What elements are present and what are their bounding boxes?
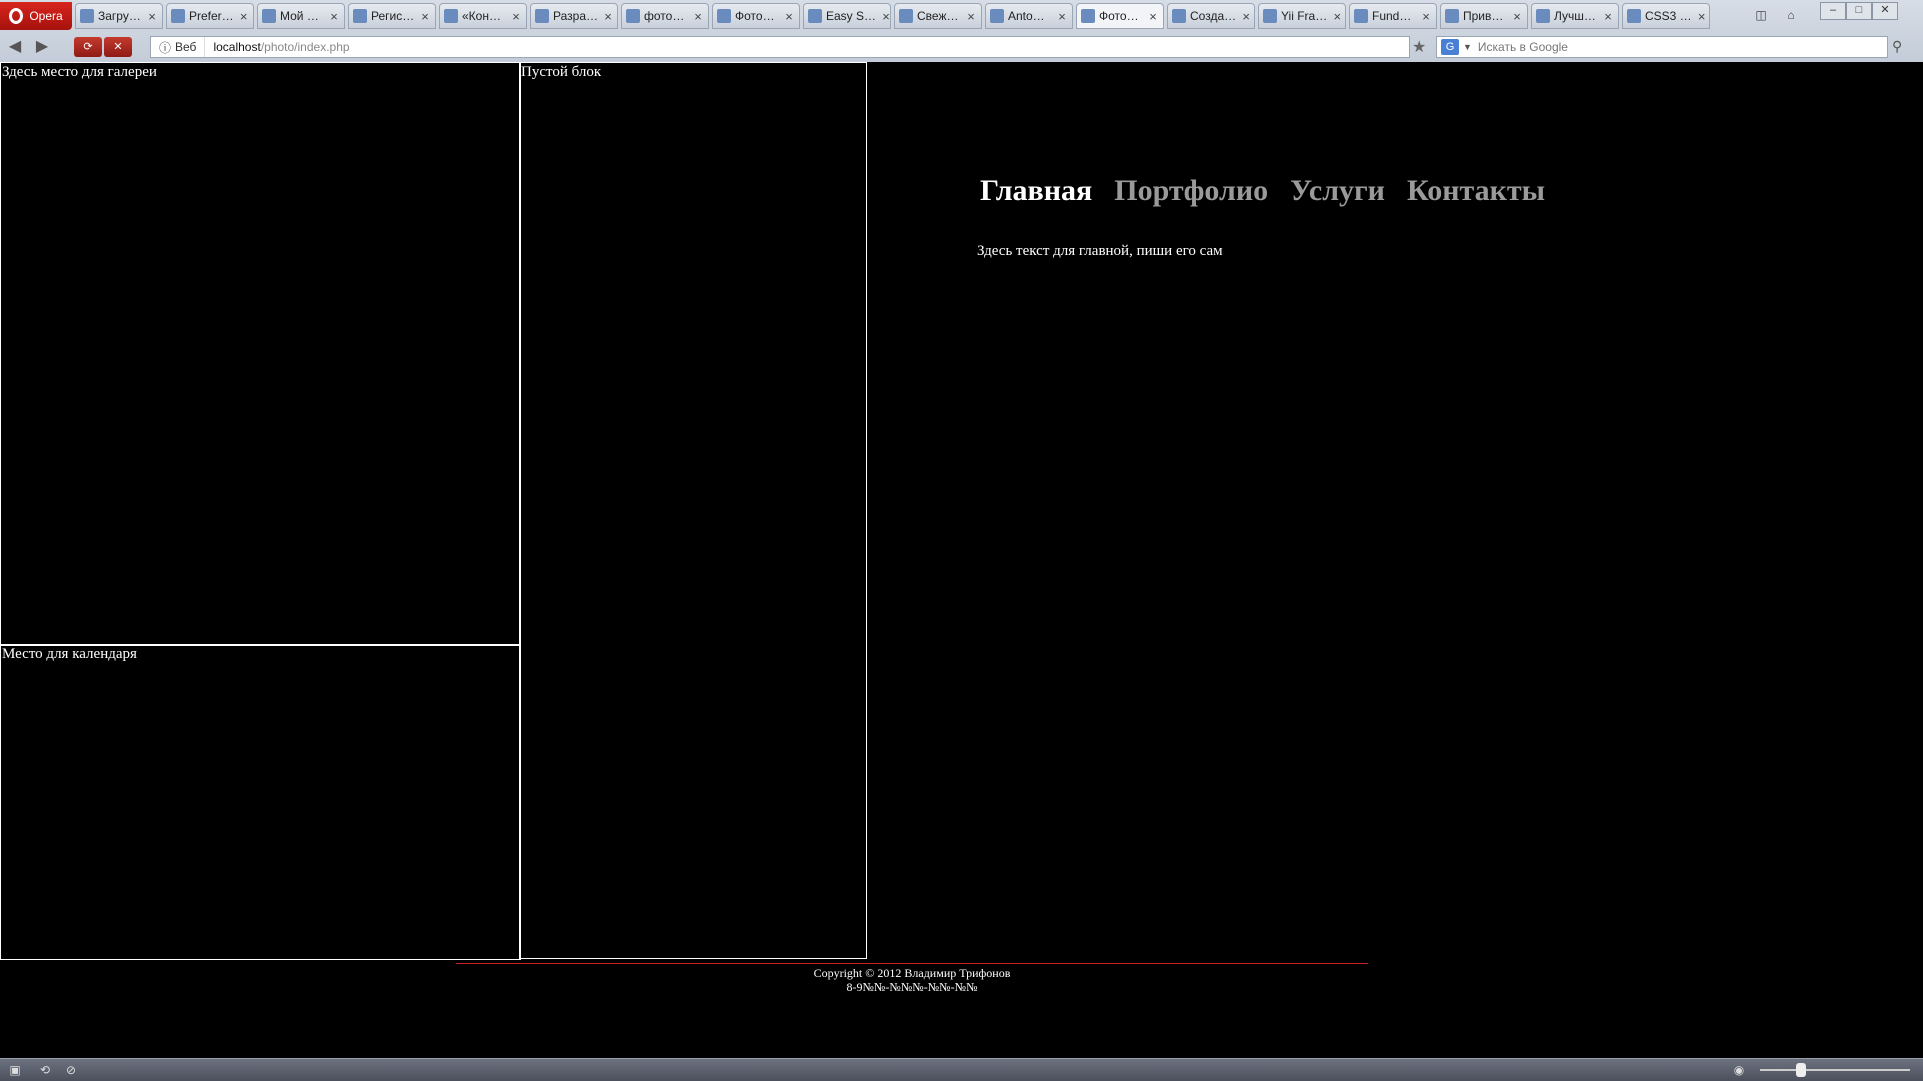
tab-title: Фото… — [1099, 9, 1139, 23]
browser-tab[interactable] — [1349, 3, 1437, 29]
close-icon[interactable]: × — [1058, 8, 1066, 24]
browser-tab[interactable] — [1622, 3, 1710, 29]
browser-tab[interactable] — [348, 3, 436, 29]
browser-tab[interactable] — [985, 3, 1073, 29]
page-icon — [1172, 9, 1186, 23]
tab-title: CSS3 … — [1645, 9, 1692, 23]
tab-title: Свеж… — [917, 9, 959, 23]
dots-icon — [808, 9, 822, 23]
search-field[interactable] — [1436, 36, 1888, 58]
nav-link-contacts[interactable]: Контакты — [1406, 174, 1546, 207]
tab-title: Разра… — [553, 9, 598, 23]
minimize-button[interactable]: – — [1820, 2, 1846, 20]
browser-tab[interactable] — [75, 3, 163, 29]
page-viewport — [0, 62, 1923, 1058]
close-icon[interactable]: × — [604, 8, 612, 24]
habr-icon — [899, 9, 913, 23]
footer-phone: 8-9№№-№№№-№№-№№ — [846, 980, 978, 994]
url-path: /photo/index.php — [260, 40, 350, 54]
zoom-slider[interactable] — [1760, 1069, 1910, 1071]
close-icon[interactable]: × — [1604, 8, 1612, 24]
star-icon — [1354, 9, 1368, 23]
browser-tab[interactable] — [166, 3, 254, 29]
browser-tab[interactable] — [803, 3, 891, 29]
css-icon — [1627, 9, 1641, 23]
browser-tab[interactable] — [894, 3, 982, 29]
browser-tab[interactable] — [1258, 3, 1346, 29]
tab-title: Anto… — [1008, 9, 1045, 23]
tab-title: Мой … — [280, 9, 319, 23]
browser-tab[interactable] — [257, 3, 345, 29]
nav-link-portfolio[interactable]: Портфолио — [1114, 174, 1269, 207]
tab-title: «Кон… — [462, 9, 501, 23]
google-icon[interactable]: G — [1441, 39, 1459, 55]
status-bar — [0, 1058, 1923, 1081]
tab-title: Созда… — [1190, 9, 1237, 23]
close-icon[interactable]: × — [1513, 8, 1521, 24]
info-icon: ⓘ — [159, 40, 172, 55]
bookmark-star-icon[interactable]: ★ — [1412, 39, 1427, 56]
close-icon[interactable]: × — [785, 8, 793, 24]
pen-icon — [535, 9, 549, 23]
nav-link-services[interactable]: Услуги — [1290, 174, 1385, 207]
zoom-slider-handle[interactable] — [1796, 1063, 1806, 1077]
panel-toggle-icon[interactable]: ▣ — [9, 1063, 21, 1077]
tab-list-icon[interactable]: ◫ — [1755, 8, 1767, 22]
tab-title: Фото… — [735, 9, 775, 23]
stop-button[interactable]: ✕ — [104, 37, 132, 57]
empty-block — [519, 62, 867, 959]
close-icon[interactable]: × — [1242, 8, 1250, 24]
view-icon[interactable]: ◉ — [1733, 1063, 1745, 1077]
close-icon[interactable]: × — [148, 8, 156, 24]
empty-block-label: Пустой блок — [521, 64, 602, 80]
play-icon — [353, 9, 367, 23]
footer — [456, 966, 1368, 994]
forward-button[interactable]: ▶ — [35, 38, 49, 55]
habr-icon — [1536, 9, 1550, 23]
close-icon[interactable]: × — [421, 8, 429, 24]
tab-bar — [0, 0, 1923, 32]
close-icon[interactable]: × — [694, 8, 702, 24]
browser-tab[interactable] — [712, 3, 800, 29]
download-icon — [80, 9, 94, 23]
browser-tab[interactable] — [1440, 3, 1528, 29]
opera-menu-button[interactable] — [0, 2, 72, 30]
close-icon[interactable]: × — [967, 8, 975, 24]
opera-menu-label: Opera — [29, 9, 63, 23]
tab-title: Регис… — [371, 9, 415, 23]
browser-tab[interactable] — [621, 3, 709, 29]
tab-title: Easy S… — [826, 9, 877, 23]
play-icon — [262, 9, 276, 23]
habr-icon — [717, 9, 731, 23]
close-icon[interactable]: × — [330, 8, 338, 24]
trash-icon[interactable]: ⌂ — [1787, 8, 1795, 22]
nav-link-home[interactable]: Главная — [980, 174, 1093, 207]
browser-tab[interactable] — [1076, 3, 1164, 29]
search-icon[interactable]: ⚲ — [1892, 38, 1903, 54]
opera-logo-icon — [9, 8, 23, 24]
tab-title: Prefer… — [189, 9, 234, 23]
tab-title: Лучш… — [1554, 9, 1596, 23]
close-icon[interactable]: × — [239, 8, 248, 24]
maximize-button[interactable]: □ — [1846, 2, 1872, 20]
tab-title: фото… — [644, 9, 685, 23]
close-icon[interactable]: × — [1149, 8, 1157, 24]
google-icon — [626, 9, 640, 23]
url-host: localhost — [213, 40, 261, 54]
footer-copyright: Copyright © 2012 Владимир Трифонов — [813, 966, 1011, 980]
tab-title: Fund… — [1372, 9, 1412, 23]
main-nav — [980, 174, 1545, 208]
browser-tab[interactable] — [1167, 3, 1255, 29]
search-engine-dropdown-icon[interactable]: ▼ — [1463, 42, 1472, 52]
browser-tab[interactable] — [530, 3, 618, 29]
search-placeholder: Искать в Google — [1477, 40, 1568, 54]
browser-chrome — [0, 0, 1923, 63]
hat-icon — [1081, 9, 1095, 23]
turbo-icon[interactable]: ⊘ — [65, 1063, 77, 1077]
close-icon[interactable]: × — [1333, 8, 1342, 24]
yii-icon — [1263, 9, 1277, 23]
tab-title: Прив… — [1463, 9, 1504, 23]
close-icon[interactable]: × — [882, 8, 890, 24]
reload-button[interactable]: ⟳ — [74, 37, 102, 57]
sync-icon[interactable]: ⟲ — [39, 1063, 51, 1077]
url-text — [205, 40, 349, 54]
android-icon — [171, 9, 185, 23]
close-icon[interactable]: × — [1697, 8, 1706, 24]
grid-icon — [1445, 9, 1459, 23]
close-icon[interactable]: × — [1422, 8, 1430, 24]
a-icon — [990, 9, 1004, 23]
web-badge-label: Веб — [175, 40, 197, 54]
back-button[interactable]: ◀ — [8, 38, 22, 55]
browser-tab[interactable] — [439, 3, 527, 29]
close-window-button[interactable]: ✕ — [1872, 2, 1898, 20]
gallery-label: Здесь место для галереи — [2, 64, 157, 80]
address-field[interactable] — [150, 36, 1410, 58]
footer-divider — [456, 963, 1368, 964]
tab-title: Загру… — [98, 9, 141, 23]
browser-tab[interactable] — [1531, 3, 1619, 29]
gallery-block — [0, 62, 521, 646]
habr-icon — [444, 9, 458, 23]
web-badge[interactable] — [151, 37, 205, 57]
close-icon[interactable]: × — [512, 8, 520, 24]
main-text: Здесь текст для главной, пиши его сам — [977, 243, 1223, 259]
calendar-label: Место для календаря — [2, 646, 137, 662]
calendar-block — [0, 644, 521, 960]
tab-title: Yii Fra… — [1281, 9, 1328, 23]
